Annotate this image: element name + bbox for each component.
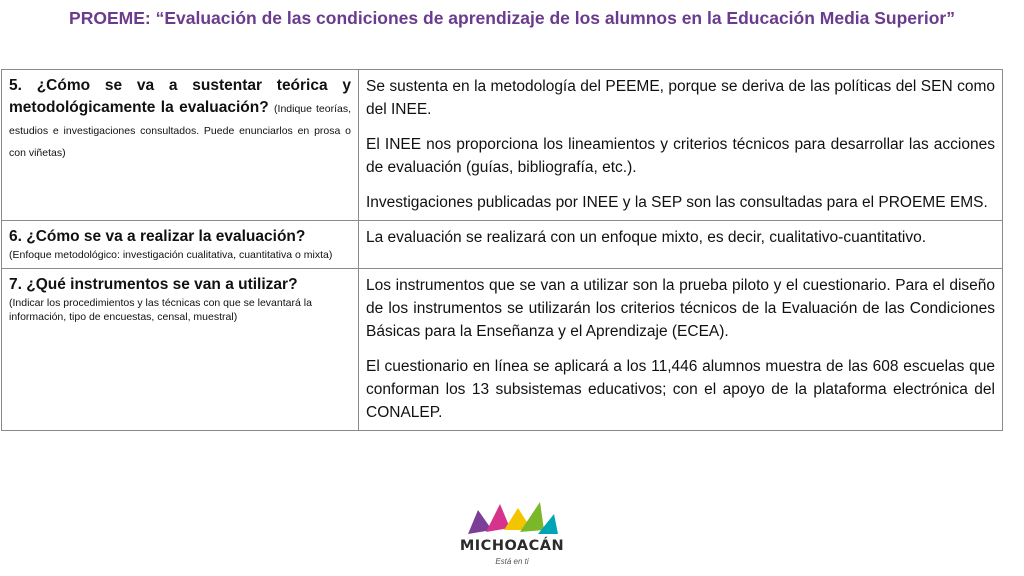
logo-wordmark: MICHOACÁN (459, 538, 565, 554)
question-hint: (Indique teorías, estudios e investigaciones consultados. Puede enunciarlos en prosa o con viñetas) (9, 103, 351, 159)
michoacan-logo-icon (448, 500, 576, 540)
answer-cell (359, 70, 1003, 221)
question-cell (2, 221, 359, 269)
question-text: 7. ¿Qué instrumentos se van a utilizar? (9, 276, 298, 293)
table-row (2, 221, 1003, 269)
question-hint: (Indicar los procedimientos y las técnicas con que se levantará la información, tipo de encuestas, censal, muestral) (9, 297, 312, 323)
logo-tagline: Está en ti (495, 557, 529, 566)
question-text: 5. ¿Cómo se va a sustentar teórica y metodológicamente la evaluación? (9, 77, 351, 116)
question-cell (2, 269, 359, 431)
answer-paragraph: Los instrumentos que se van a utilizar son la prueba piloto y el cuestionario. Para el diseño de los instrumentos se utilizarán los criterios técnicos de la Evaluación de las Condiciones Básicas para la Enseñanza y el Aprendizaje (ECEA). (366, 277, 995, 340)
michoacan-logo (448, 500, 576, 572)
question-hint: (Enfoque metodológico: investigación cualitativa, cuantitativa o mixta) (9, 249, 333, 261)
evaluation-table (1, 69, 1003, 431)
answer-cell (359, 269, 1003, 431)
question-text: 6. ¿Cómo se va a realizar la evaluación? (9, 228, 306, 245)
answer-paragraph: El cuestionario en línea se aplicará a los 11,446 alumnos muestra de las 608 escuelas que conforman los 13 subsistemas educativos; con el apoyo de la plataforma electrónica del CONALEP. (366, 358, 995, 421)
answer-paragraph: Investigaciones publicadas por INEE y la SEP son las consultadas para el PROEME EMS. (366, 194, 988, 211)
answer-paragraph: La evaluación se realizará con un enfoque mixto, es decir, cualitativo-cuantitativo. (366, 229, 927, 246)
table-row (2, 269, 1003, 431)
slide-title: PROEME: “Evaluación de las condiciones de aprendizaje de los alumnos en la Educación Media Superior” (69, 8, 955, 28)
answer-cell (359, 221, 1003, 269)
answer-paragraph: Se sustenta en la metodología del PEEME, porque se deriva de las políticas del SEN como del INEE. (366, 78, 995, 118)
table-row (2, 70, 1003, 221)
question-cell (2, 70, 359, 221)
answer-paragraph: El INEE nos proporciona los lineamientos y criterios técnicos para desarrollar las acciones de evaluación (guías, bibliografía, etc.). (366, 136, 995, 176)
